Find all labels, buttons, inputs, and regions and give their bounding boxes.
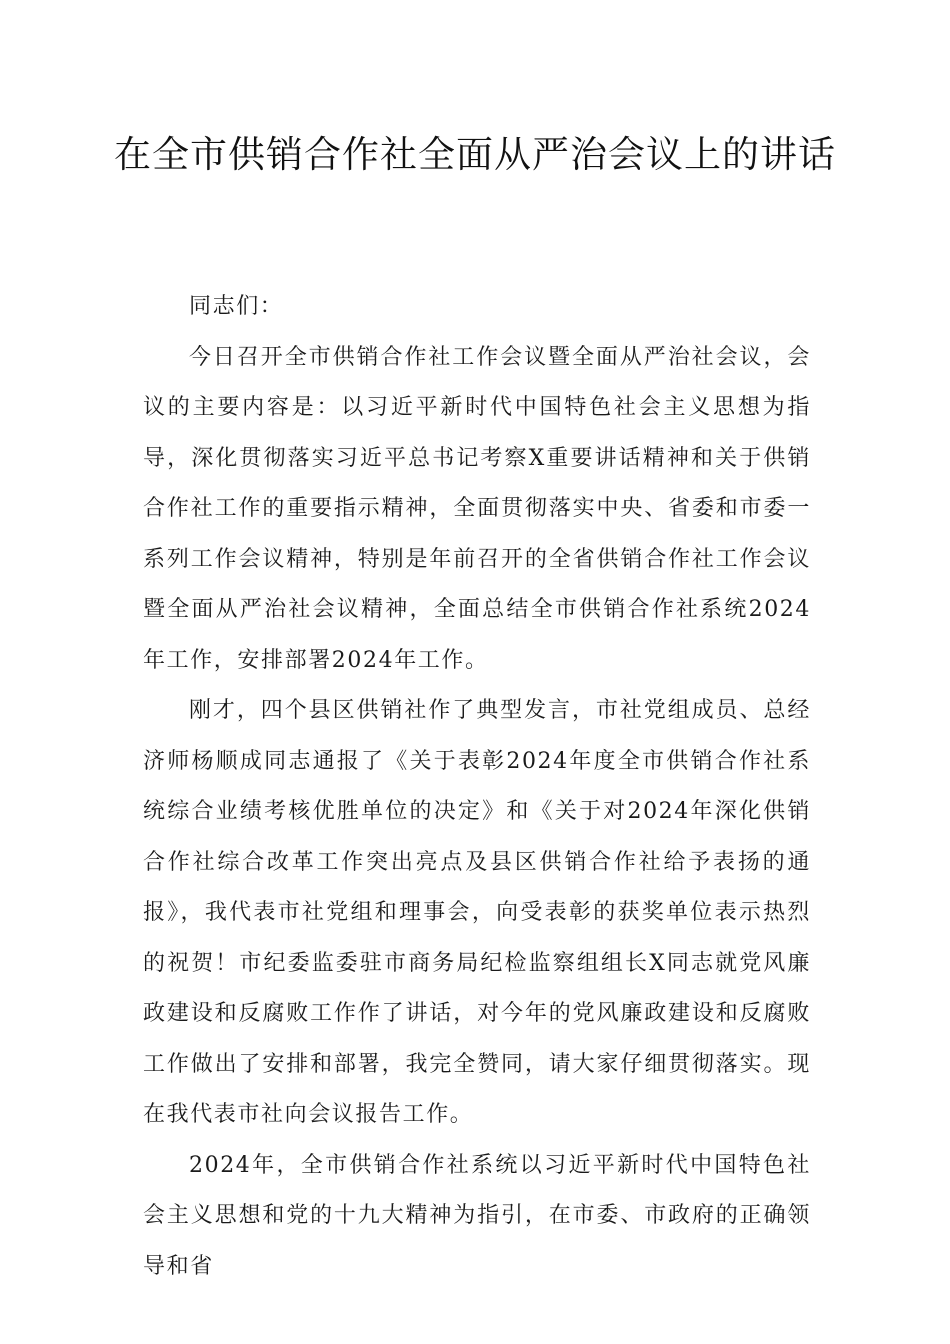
document-title: 在全市供销合作社全面从严治会议上的讲话 — [114, 133, 836, 176]
body-paragraph: 今日召开全市供销合作社工作会议暨全面从严治社会议，会议的主要内容是：以习近平新时代中国特色社会主义思想为指导，深化贯彻落实习近平总书记考察X重要讲话精神和关于供销合作社工作的重要指示精神，全面贯彻落实中央、省委和市委一系列工作会议精神，特别是年前召开的全省供销合作社工作会议暨全面从严治社会议精神，全面总结全市供销合作社系统2024年工作，安排部署2024年工作。 — [143, 344, 811, 673]
salutation-paragraph: 同志们： — [189, 294, 284, 319]
body-paragraph: 2024年，全市供销合作社系统以习近平新时代中国特色社会主义思想和党的十九大精神为指引，在市委、市政府的正确领导和省 — [143, 1152, 811, 1279]
document-body — [143, 282, 811, 1292]
body-paragraph: 刚才，四个县区供销社作了典型发言，市社党组成员、总经济师杨顺成同志通报了《关于表彰2024年度全市供销合作社系统综合业绩考核优胜单位的决定》和《关于对2024年深化供销合作社综合改革工作突出亮点及县区供销合作社给予表扬的通报》，我代表市社党组和理事会，向受表彰的获奖单位表示热烈的祝贺！市纪委监委驻市商务局纪检监察组组长X同志就党风廉政建设和反腐败工作作了讲话，对今年的党风廉政建设和反腐败工作做出了安排和部署，我完全赞同，请大家仔细贯彻落实。现在我代表市社向会议报告工作。 — [143, 698, 811, 1127]
